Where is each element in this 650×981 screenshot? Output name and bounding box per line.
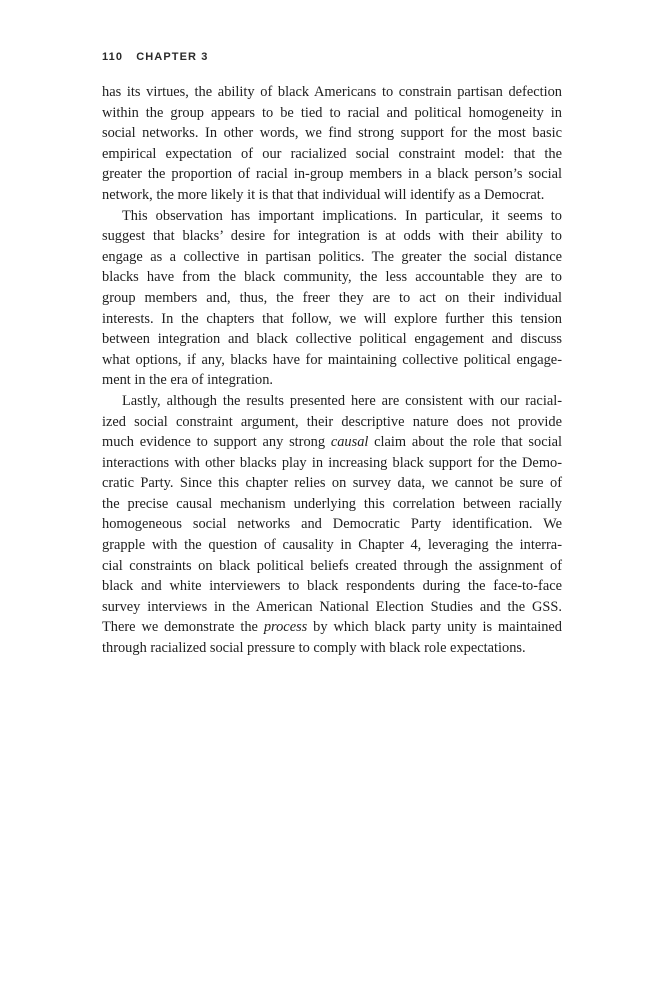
text-run: black and white interviewers to black respondents during the face-to-face	[102, 578, 562, 595]
text-run: survey interviews in the American National Election Studies and the GSS.	[102, 598, 562, 615]
text-run: interactions with other blacks play in increasing black support for the Demo-	[102, 454, 562, 471]
text-line	[102, 309, 562, 330]
running-head	[102, 51, 208, 63]
text-line	[102, 247, 562, 268]
text-run: homogeneous social networks and Democratic Party identification. We	[102, 516, 562, 533]
text-line	[102, 329, 562, 350]
italic-text: process	[263, 619, 308, 636]
text-run: Lastly, although the results presented here are consistent with our racial-	[122, 392, 562, 409]
text-line	[102, 370, 562, 391]
text-line	[102, 103, 562, 124]
text-line	[102, 597, 562, 618]
text-line	[102, 412, 562, 433]
text-line	[102, 391, 562, 412]
text-run: has its virtues, the ability of black Americans to constrain partisan defection	[102, 84, 562, 100]
text-run: between integration and black collective political engagement and discuss	[102, 331, 562, 348]
text-line	[102, 556, 562, 577]
text-line	[102, 226, 562, 247]
text-line	[102, 638, 562, 659]
text-line	[102, 432, 562, 453]
text-run: engage as a collective in partisan politics. The greater the social distance	[102, 248, 562, 265]
text-run: within the group appears to be tied to racial and political homogeneity in	[102, 104, 562, 121]
text-line	[102, 82, 562, 103]
text-run: what options, if any, blacks have for maintaining collective political engage-	[102, 351, 562, 368]
text-run: ment in the era of integration.	[102, 372, 274, 389]
text-line	[102, 535, 562, 556]
text-run: suggest that blacks’ desire for integration is at odds with their ability to	[102, 228, 562, 245]
text-run: greater the proportion of racial in-group members in a black person’s social	[102, 166, 562, 183]
text-line	[102, 494, 562, 515]
paragraph	[102, 82, 562, 206]
text-run: claim about the role that social	[368, 434, 563, 451]
text-line	[102, 206, 562, 227]
text-line	[102, 453, 562, 474]
text-run: There we demonstrate the	[102, 619, 264, 636]
text-line	[102, 164, 562, 185]
text-run: ized social constraint argument, their descriptive nature does not provide	[102, 413, 562, 430]
text-line	[102, 185, 562, 206]
text-line	[102, 350, 562, 371]
paragraph	[102, 206, 562, 391]
text-run: empirical expectation of our racialized social constraint model: that the	[102, 145, 562, 162]
text-line	[102, 288, 562, 309]
text-run: network, the more likely it is that that individual will identify as a Democrat.	[102, 186, 545, 203]
text-line	[102, 576, 562, 597]
text-run: the precise causal mechanism underlying this correlation between racially	[102, 495, 562, 512]
page-number: 110	[102, 51, 124, 63]
text-line	[102, 144, 562, 165]
chapter-label: CHAPTER 3	[136, 51, 209, 63]
text-run: social networks. In other words, we find strong support for the most basic	[102, 125, 562, 142]
text-line	[102, 267, 562, 288]
text-line	[102, 617, 562, 638]
italic-text: causal	[330, 434, 369, 451]
text-line	[102, 473, 562, 494]
text-run: cial constraints on black political beliefs created through the assignment of	[102, 557, 562, 574]
text-line	[102, 123, 562, 144]
text-run: This observation has important implications. In particular, it seems to	[122, 207, 562, 224]
text-run: group members and, thus, the freer they are to act on their individual	[102, 289, 562, 306]
text-run: grapple with the question of causality in Chapter 4, leveraging the interra-	[102, 537, 562, 554]
text-line	[102, 514, 562, 535]
text-run: by which black party unity is maintained	[307, 619, 562, 636]
body-text	[102, 82, 562, 659]
text-run: through racialized social pressure to comply with black role expectations.	[102, 640, 526, 657]
paragraph	[102, 391, 562, 659]
text-run: interests. In the chapters that follow, we will explore further this tension	[102, 310, 562, 327]
text-run: much evidence to support any strong	[102, 434, 331, 451]
text-run: blacks have from the black community, the less accountable they are to	[102, 269, 562, 286]
text-run: cratic Party. Since this chapter relies on survey data, we cannot be sure of	[102, 475, 562, 492]
